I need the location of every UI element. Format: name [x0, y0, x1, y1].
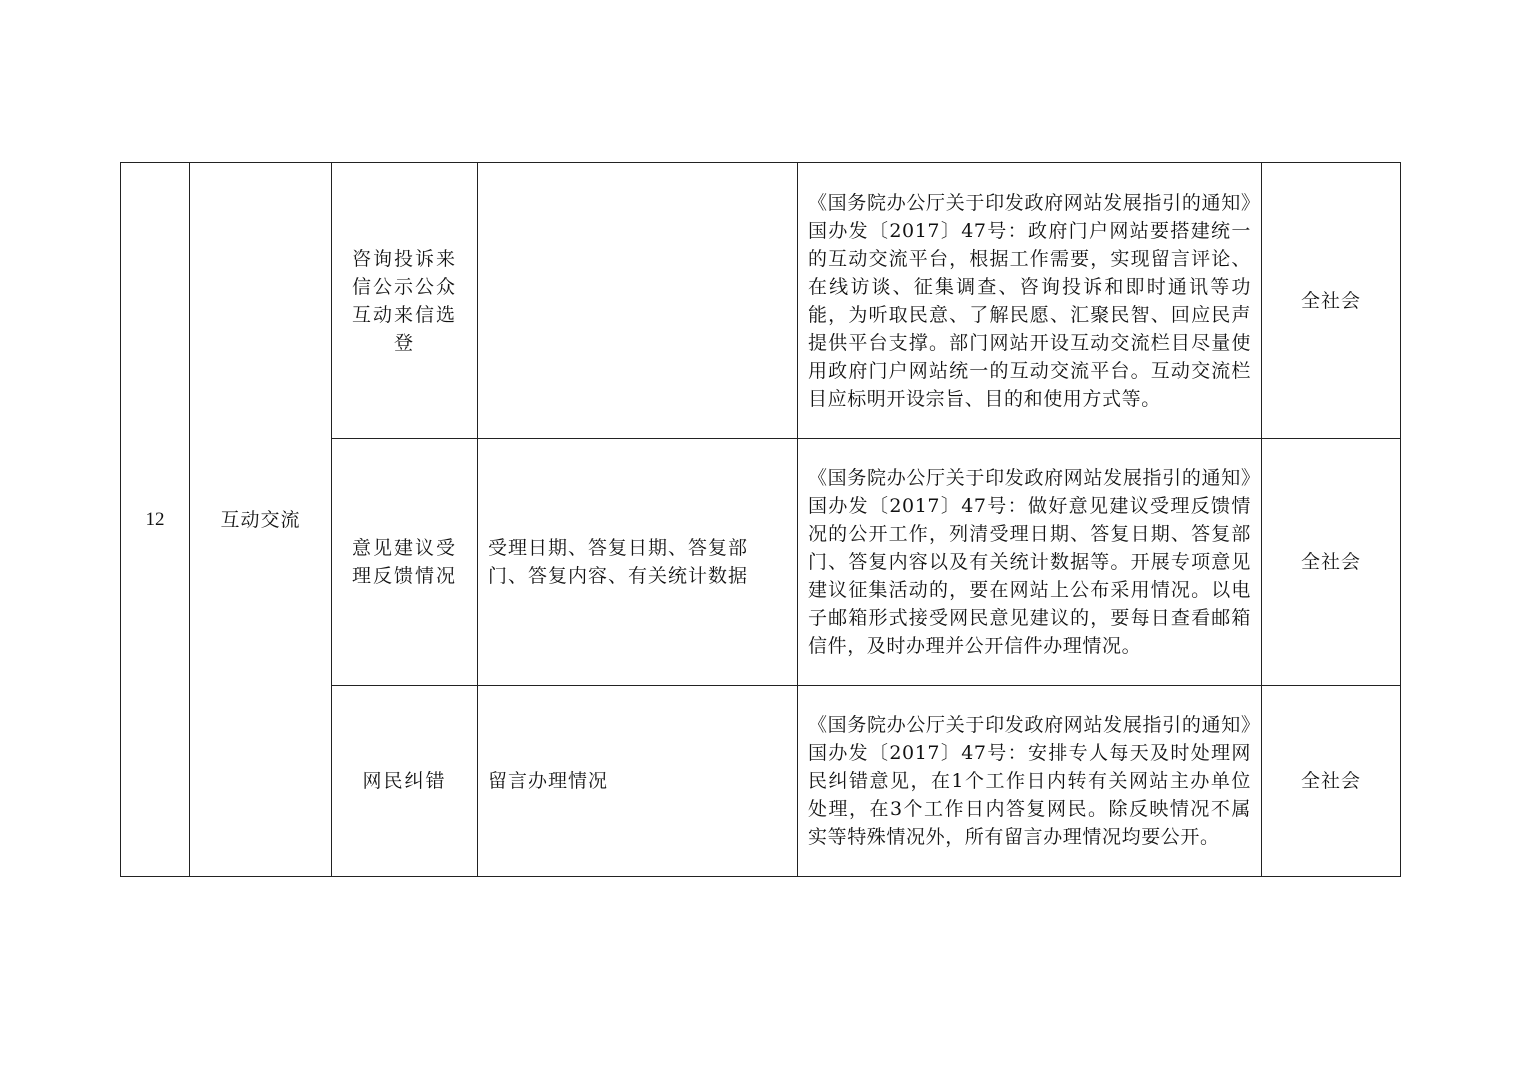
content-cell: 受理日期、答复日期、答复部门、答复内容、有关统计数据: [478, 439, 798, 686]
scope-cell: 全社会: [1262, 686, 1401, 877]
content-cell: [478, 163, 798, 439]
scope-cell: 全社会: [1262, 439, 1401, 686]
scope-cell: 全社会: [1262, 163, 1401, 439]
basis-cell: 《国务院办公厅关于印发政府网站发展指引的通知》国办发〔2017〕47号：政府门户网站要搭建统一的互动交流平台，根据工作需要，实现留言评论、在线访谈、征集调查、咨询投诉和即时通讯等功能，为听取民意、了解民愿、汇聚民智、回应民声提供平台支撑。部门网站开设互动交流栏目尽量使用政府门户网站统一的互动交流平台。互动交流栏目应标明开设宗旨、目的和使用方式等。: [798, 163, 1262, 439]
item-cell: 咨询投诉来信公示公众互动来信选登: [332, 163, 478, 439]
row-number-cell: 12: [121, 163, 190, 877]
item-cell: 网民纠错: [332, 686, 478, 877]
content-cell: 留言办理情况: [478, 686, 798, 877]
basis-cell: 《国务院办公厅关于印发政府网站发展指引的通知》国办发〔2017〕47号：安排专人每天及时处理网民纠错意见，在1个工作日内转有关网站主办单位处理，在3个工作日内答复网民。除反映情况不属实等特殊情况外，所有留言办理情况均要公开。: [798, 686, 1262, 877]
item-cell: 意见建议受理反馈情况: [332, 439, 478, 686]
category-cell: 互动交流: [190, 163, 332, 877]
basis-cell: 《国务院办公厅关于印发政府网站发展指引的通知》国办发〔2017〕47号：做好意见建议受理反馈情况的公开工作，列清受理日期、答复日期、答复部门、答复内容以及有关统计数据等。开展专项意见建议征集活动的，要在网站上公布采用情况。以电子邮箱形式接受网民意见建议的，要每日查看邮箱信件，及时办理并公开信件办理情况。: [798, 439, 1262, 686]
table-row: [121, 163, 1401, 439]
disclosure-table: [120, 162, 1401, 877]
